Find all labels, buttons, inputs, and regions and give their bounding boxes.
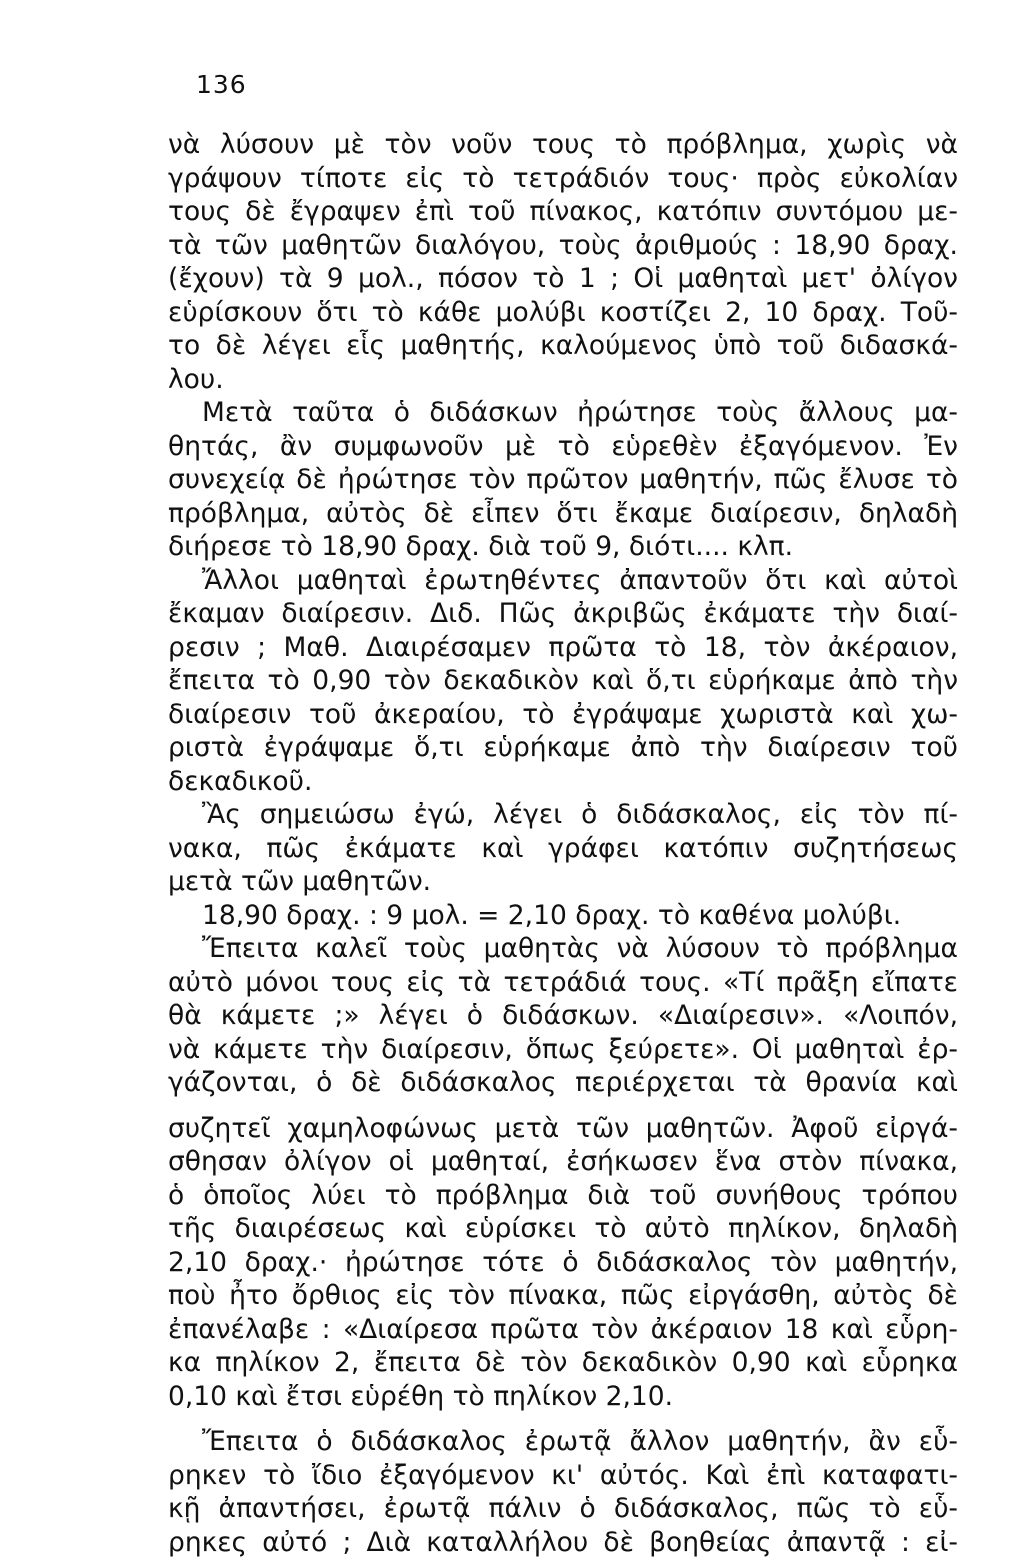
text-line: γράψουν τίποτε εἰς τὸ τετράδιόν τους· πρὸς εὐκολίαν xyxy=(168,162,958,196)
text-line: Ἔπειτα ὁ διδάσκαλος ἐρωτᾷ ἄλλον μαθητήν, ἂν εὗ- xyxy=(168,1425,958,1459)
text-line: θητάς, ἂν συμφωνοῦν μὲ τὸ εὑρεθὲν ἐξαγόμενον. Ἐν xyxy=(168,430,958,464)
text-line: ὁ ὁποῖος λύει τὸ πρόβλημα διὰ τοῦ συνήθους τρόπου xyxy=(168,1179,958,1213)
text-line: γάζονται, ὁ δὲ διδάσκαλος περιέρχεται τὰ θρανία καὶ xyxy=(168,1066,958,1100)
text-line: ἔκαμαν διαίρεσιν. Διδ. Πῶς ἀκριβῶς ἐκάματε τὴν διαί- xyxy=(168,597,958,631)
text-line: λου. xyxy=(168,363,958,397)
text-line: κῇ ἀπαντήσει, ἐρωτᾷ πάλιν ὁ διδάσκαλος, πῶς τὸ εὗ- xyxy=(168,1492,958,1526)
text-line: νὰ λύσουν μὲ τὸν νοῦν τους τὸ πρόβλημα, χωρὶς νὰ xyxy=(168,128,958,162)
text-line: ριστὰ ἐγράψαμε ὅ,τι εὑρήκαμε ἀπὸ τὴν διαίρεσιν τοῦ xyxy=(168,731,958,765)
text-line: σθησαν ὀλίγον οἱ μαθηταί, ἐσήκωσεν ἕνα στὸν πίνακα, xyxy=(168,1145,958,1179)
text-line: διήρεσε τὸ 18,90 δραχ. διὰ τοῦ 9, διότι.... κλπ. xyxy=(168,530,958,564)
text-line: ρεσιν ; Μαθ. Διαιρέσαμεν πρῶτα τὸ 18, τὸν ἀκέραιον, xyxy=(168,631,958,665)
text-line: Μετὰ ταῦτα ὁ διδάσκων ἠρώτησε τοὺς ἄλλους μα- xyxy=(168,396,958,430)
text-line: ἔπειτα τὸ 0,90 τὸν δεκαδικὸν καὶ ὅ,τι εὑρήκαμε ἀπὸ τὴν xyxy=(168,664,958,698)
paragraph-gap xyxy=(168,1413,958,1425)
text-line: 2,10 δραχ.· ἠρώτησε τότε ὁ διδάσκαλος τὸν μαθητήν, xyxy=(168,1246,958,1280)
text-line: δεκαδικοῦ. xyxy=(168,765,958,799)
text-line: κα πηλίκον 2, ἔπειτα δὲ τὸν δεκαδικὸν 0,90 καὶ εὗρηκα xyxy=(168,1346,958,1380)
body-text xyxy=(168,128,958,1559)
text-line: νακα, πῶς ἐκάματε καὶ γράφει κατόπιν συζητήσεως xyxy=(168,832,958,866)
text-line: Ἔπειτα καλεῖ τοὺς μαθητὰς νὰ λύσουν τὸ πρόβλημα xyxy=(168,932,958,966)
text-line: συζητεῖ χαμηλοφώνως μετὰ τῶν μαθητῶν. Ἀφοῦ εἰργά- xyxy=(168,1112,958,1146)
text-line: μετὰ τῶν μαθητῶν. xyxy=(168,865,958,899)
text-line: ἐπανέλαβε : «Διαίρεσα πρῶτα τὸν ἀκέραιον 18 καὶ εὗρη- xyxy=(168,1313,958,1347)
text-line: τους δὲ ἔγραψεν ἐπὶ τοῦ πίνακος, κατόπιν συντόμου με- xyxy=(168,195,958,229)
text-line: ρηκες αὐτό ; Διὰ καταλλήλου δὲ βοηθείας ἀπαντᾷ : εἰ- xyxy=(168,1526,958,1559)
paragraph-gap xyxy=(168,1100,958,1112)
text-line: αὐτὸ μόνοι τους εἰς τὰ τετράδιά τους. «Τί πρᾶξη εἴπατε xyxy=(168,966,958,1000)
text-line: συνεχείᾳ δὲ ἠρώτησε τὸν πρῶτον μαθητήν, πῶς ἔλυσε τὸ xyxy=(168,463,958,497)
text-line: το δὲ λέγει εἷς μαθητής, καλούμενος ὑπὸ τοῦ διδασκά- xyxy=(168,329,958,363)
page-number: 136 xyxy=(196,70,247,99)
text-line: διαίρεσιν τοῦ ἀκεραίου, τὸ ἐγράψαμε χωριστὰ καὶ χω- xyxy=(168,698,958,732)
text-line: πρόβλημα, αὐτὸς δὲ εἶπεν ὅτι ἔκαμε διαίρεσιν, δηλαδὴ xyxy=(168,497,958,531)
text-line: νὰ κάμετε τὴν διαίρεσιν, ὅπως ξεύρετε». Οἱ μαθηταὶ ἐρ- xyxy=(168,1033,958,1067)
text-line: 0,10 καὶ ἔτσι εὑρέθη τὸ πηλίκον 2,10. xyxy=(168,1380,958,1414)
text-line: Ἄλλοι μαθηταὶ ἐρωτηθέντες ἀπαντοῦν ὅτι καὶ αὐτοὶ xyxy=(168,564,958,598)
text-line: θὰ κάμετε ;» λέγει ὁ διδάσκων. «Διαίρεσιν». «Λοιπόν, xyxy=(168,999,958,1033)
text-line: τὰ τῶν μαθητῶν διαλόγου, τοὺς ἀριθμούς : 18,90 δραχ. xyxy=(168,229,958,263)
text-line: εὑρίσκουν ὅτι τὸ κάθε μολύβι κοστίζει 2, 10 δραχ. Τοῦ- xyxy=(168,296,958,330)
text-line: ρηκεν τὸ ἴδιο ἐξαγόμενον κι' αὐτός. Καὶ ἐπὶ καταφατι- xyxy=(168,1459,958,1493)
text-line: ποὺ ἦτο ὄρθιος εἰς τὸν πίνακα, πῶς εἰργάσθη, αὐτὸς δὲ xyxy=(168,1279,958,1313)
text-line: τῆς διαιρέσεως καὶ εὑρίσκει τὸ αὐτὸ πηλίκον, δηλαδὴ xyxy=(168,1212,958,1246)
text-line: (ἔχουν) τὰ 9 μολ., πόσον τὸ 1 ; Οἱ μαθηταὶ μετ' ὀλίγον xyxy=(168,262,958,296)
text-line: 18,90 δραχ. : 9 μολ. = 2,10 δραχ. τὸ καθένα μολύβι. xyxy=(168,899,958,933)
text-line: Ἂς σημειώσω ἐγώ, λέγει ὁ διδάσκαλος, εἰς τὸν πί- xyxy=(168,798,958,832)
